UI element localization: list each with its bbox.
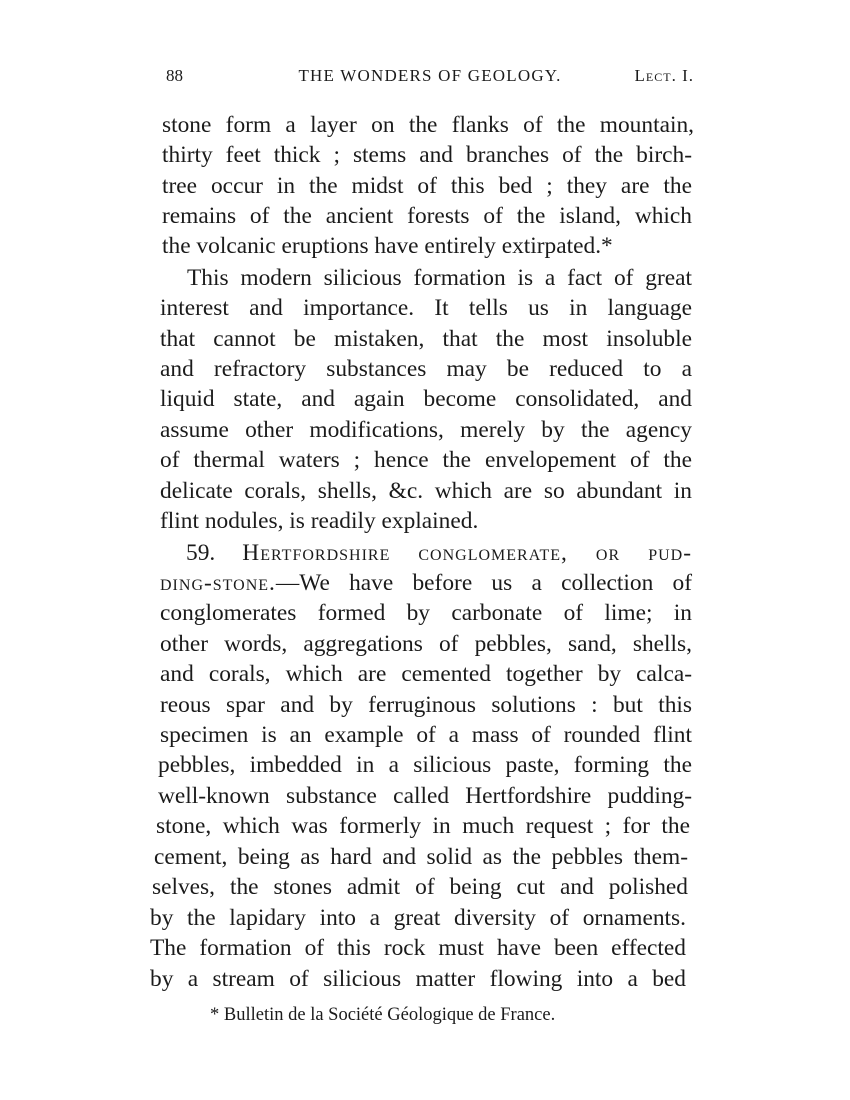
text-line: other words, aggregations of pebbles, sand, shells, — [160, 631, 692, 657]
section-number: 59. — [186, 540, 216, 566]
text-line: by the lapidary into a great diversity of ornaments. — [150, 905, 686, 931]
text-line: flint nodules, is readily explained. — [160, 508, 479, 534]
text-line: liquid state, and again become consolidated, and — [160, 386, 692, 412]
text-line: and refractory substances may be reduced to a — [160, 356, 692, 382]
section-heading-cont: ding-stone. — [160, 570, 276, 596]
section-heading-line — [186, 538, 692, 568]
section-heading: Hertfordshire conglomerate, or pud- — [242, 540, 692, 566]
text-line: assume other modifications, merely by the agency — [160, 417, 692, 443]
text-line: specimen is an example of a mass of rounded flint — [160, 722, 692, 748]
text-line: tree occur in the midst of this bed ; they are the — [162, 173, 692, 199]
text-line: delicate corals, shells, &c. which are so abundant in — [160, 478, 692, 504]
text-line: and corals, which are cemented together by calca- — [160, 661, 692, 687]
text-line: by a stream of silicious matter flowing into a bed — [150, 966, 686, 992]
text-line: pebbles, imbedded in a silicious paste, forming the — [158, 752, 692, 778]
text-fragment: —We have before us a collection of — [275, 570, 692, 596]
text-line: selves, the stones admit of being cut and polished — [152, 874, 688, 900]
text-line: stone, which was formerly in much request ; for the — [156, 813, 690, 839]
page-number: 88 — [166, 66, 183, 85]
lecture-label: Lect. I. — [634, 66, 694, 85]
text-line: cement, being as hard and solid as the pebbles them- — [154, 844, 688, 870]
text-line: of thermal waters ; hence the envelopement of the — [160, 447, 692, 473]
running-title: THE WONDERS OF GEOLOGY. — [298, 66, 562, 85]
text-line: stone form a layer on the flanks of the mountain, — [162, 112, 694, 138]
footnote: * Bulletin de la Société Géologique de France. — [210, 1005, 556, 1025]
text-line: the volcanic eruptions have entirely extirpated.* — [162, 233, 613, 259]
text-line: thirty feet thick ; stems and branches of the birch- — [162, 142, 692, 168]
text-line: that cannot be mistaken, that the most insoluble — [160, 326, 692, 352]
text-line: remains of the ancient forests of the island, which — [162, 203, 692, 229]
running-head — [166, 64, 694, 88]
text-line: conglomerates formed by carbonate of lime; in — [160, 600, 692, 626]
text-line: well-known substance called Hertfordshire pudding- — [158, 783, 692, 809]
text-line: reous spar and by ferruginous solutions : but this — [160, 692, 692, 718]
text-line: The formation of this rock must have been effected — [150, 935, 686, 961]
text-line: This modern silicious formation is a fact of great — [187, 265, 692, 291]
text-line — [160, 568, 692, 598]
text-line: interest and importance. It tells us in language — [160, 295, 692, 321]
